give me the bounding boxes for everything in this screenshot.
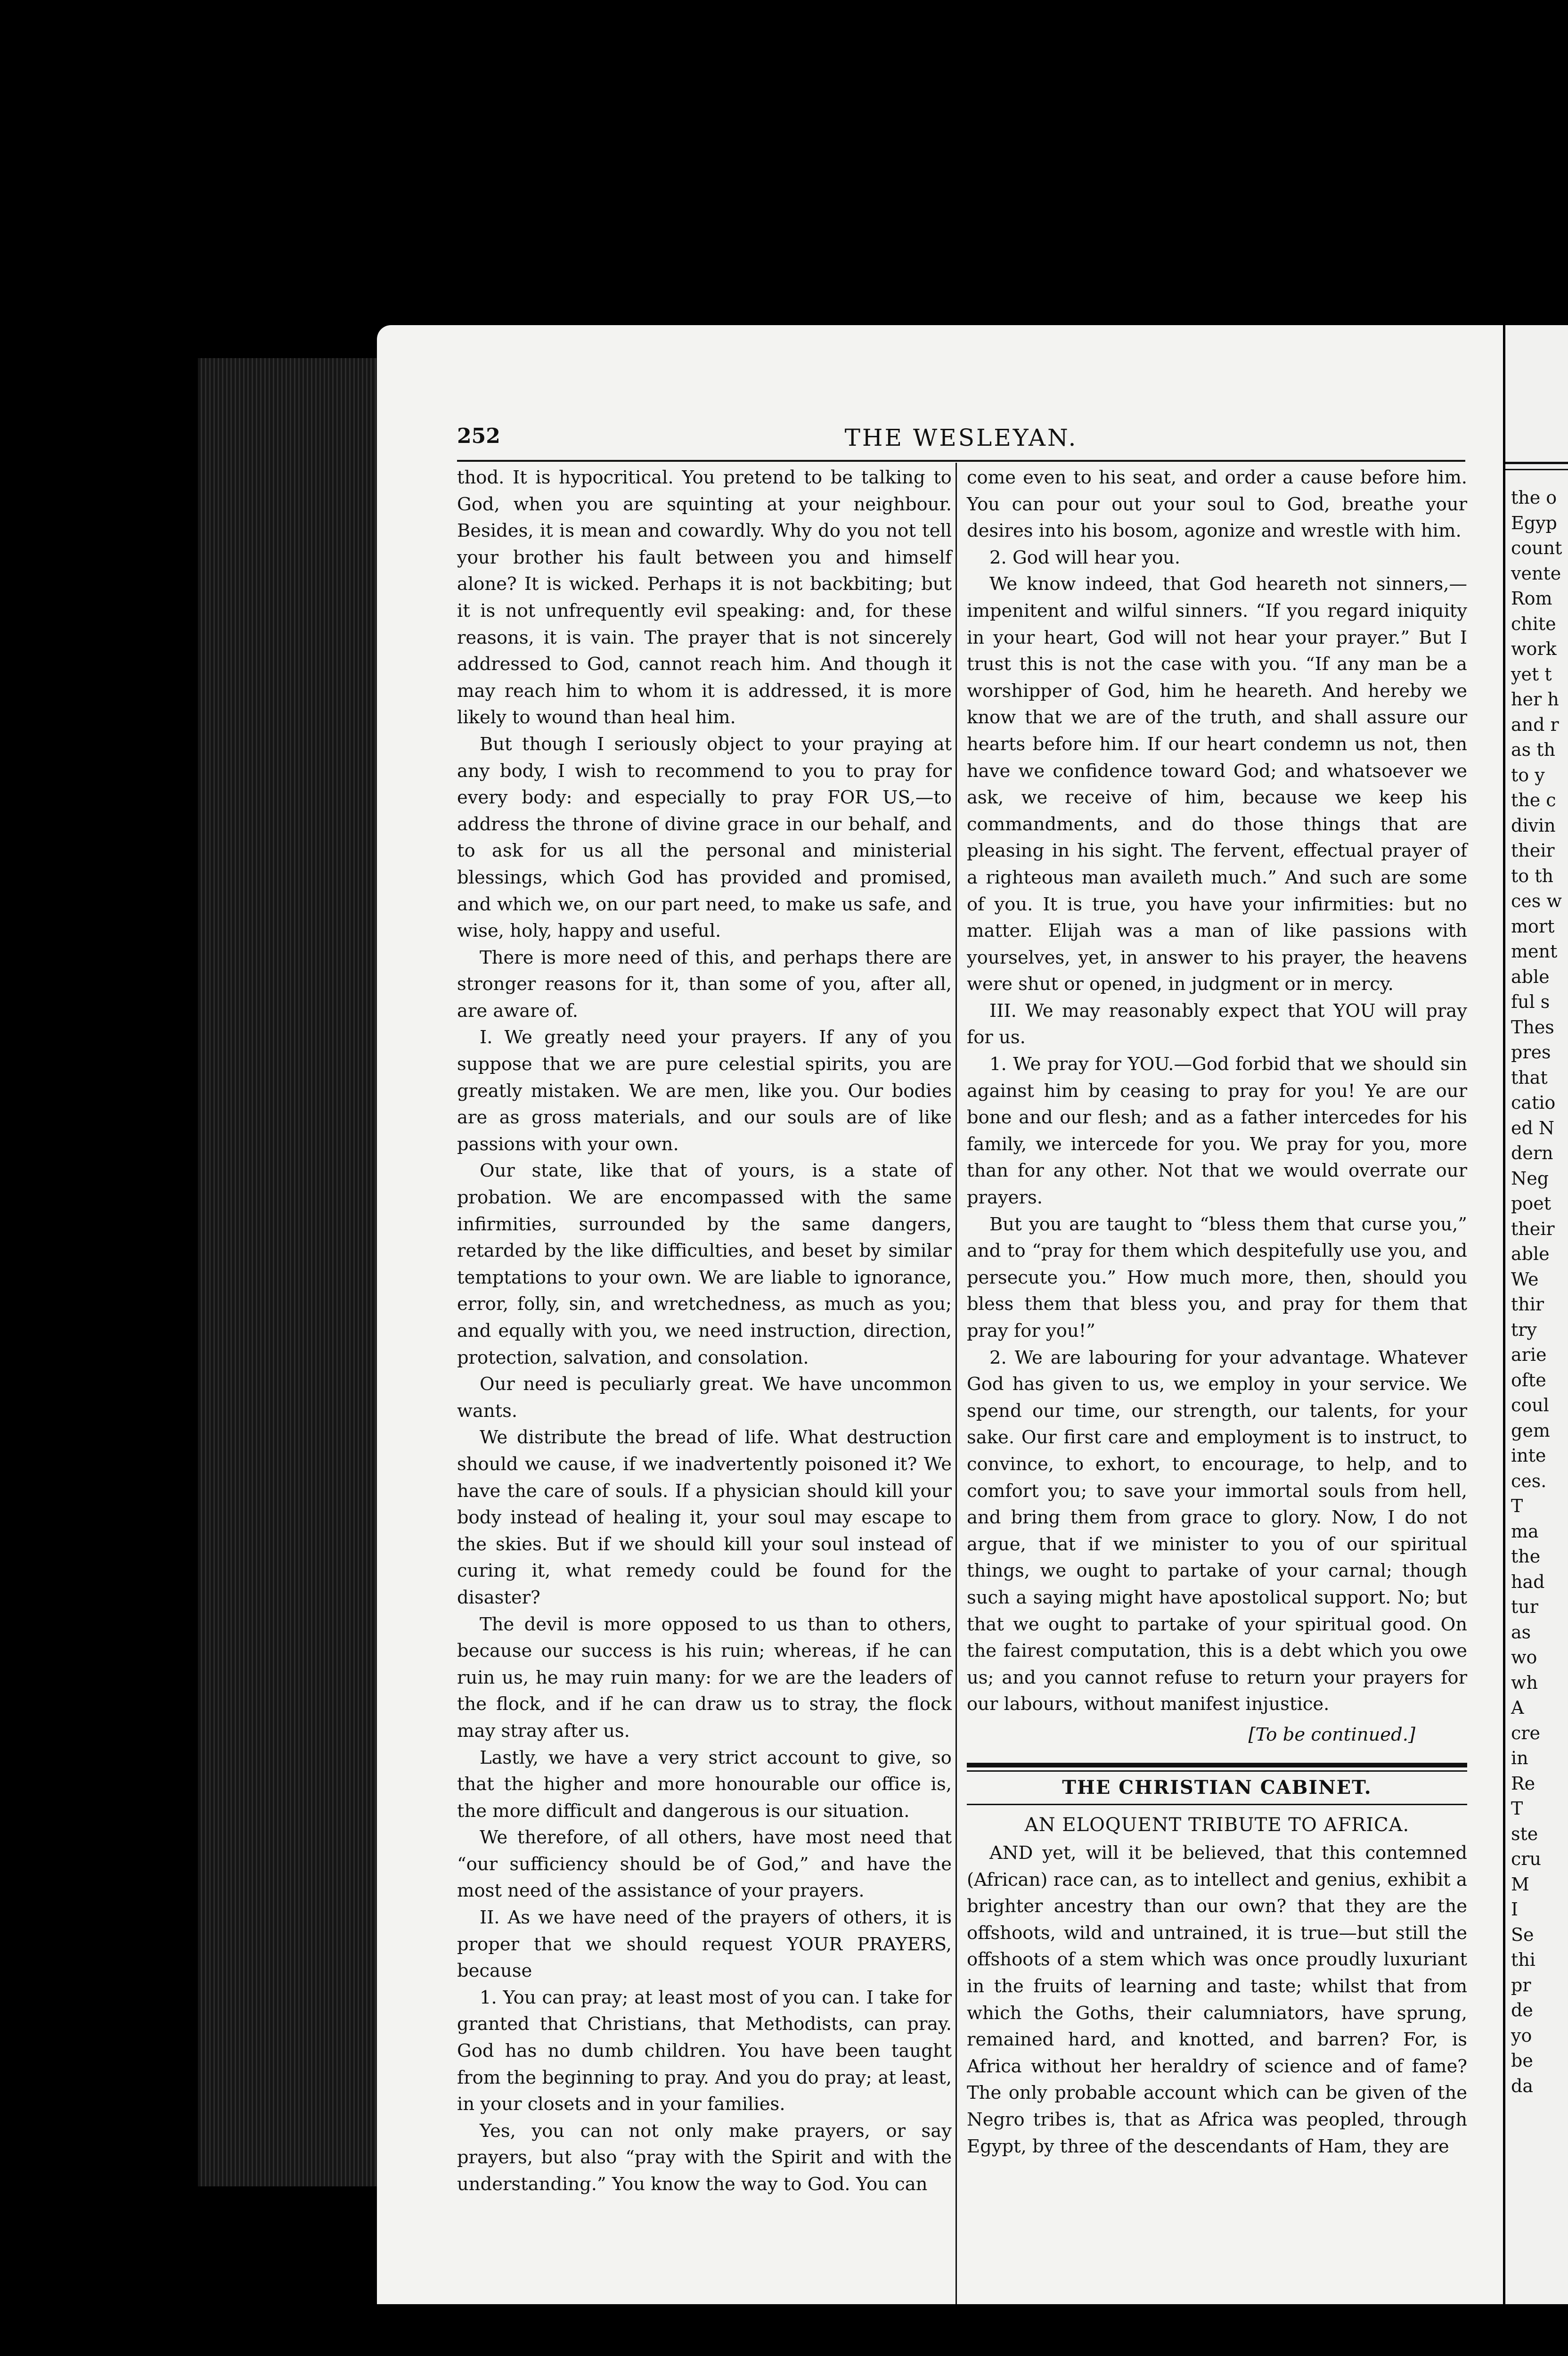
adjacent-page-fragment: thi	[1511, 1949, 1535, 1970]
adjacent-page-fragment: and r	[1511, 714, 1559, 735]
adjacent-page-fragment: M	[1511, 1873, 1529, 1895]
adjacent-page-fragment: ste	[1511, 1823, 1538, 1844]
adjacent-page-fragment: their	[1511, 840, 1555, 861]
adjacent-page-fragment: arie	[1511, 1344, 1547, 1365]
adjacent-page-fragment: had	[1511, 1571, 1545, 1592]
paragraph: II. As we have need of the prayers of others, it is proper that we should request YOUR PRAYERS, because	[457, 1907, 952, 1982]
adjacent-page-fragment: tur	[1511, 1596, 1538, 1617]
adjacent-page-fragment: Re	[1511, 1773, 1535, 1794]
adjacent-page-fragment: da	[1511, 2075, 1533, 2096]
paragraph: 1. You can pray; at least most of you can. I take for granted that Christians, that Methodists, can pray. God has no dumb children. You have been taught from the beginning to pray. And you do pray; at least, in your closets and in your families.	[457, 1987, 952, 2115]
left-column	[457, 465, 952, 2198]
adjacent-page-fragment: wh	[1511, 1672, 1538, 1693]
adjacent-page-fragment: gem	[1511, 1420, 1550, 1441]
adjacent-page-fragment: pr	[1511, 1974, 1531, 1996]
paragraph: But you are taught to “bless them that curse you,” and to “pray for them which despitefully use you, and persecute you.” How much more, then, should you bless them that bless you, and pray for them that pray for you!”	[967, 1213, 1467, 1342]
adjacent-page-fragment: T	[1511, 1798, 1523, 1819]
adjacent-page-fragment: cru	[1511, 1849, 1541, 1869]
adjacent-page-fragment: chite	[1511, 613, 1556, 634]
paragraph: Our need is peculiarly great. We have uncommon wants.	[457, 1374, 952, 1422]
section-title: THE CHRISTIAN CABINET.	[1062, 1776, 1372, 1799]
adjacent-page-fragment: cre	[1511, 1722, 1540, 1743]
adjacent-page-fragment: thir	[1511, 1294, 1544, 1315]
adjacent-page-fragment: Egyp	[1511, 512, 1557, 533]
adjacent-page-fragment: inte	[1511, 1445, 1546, 1466]
adjacent-page-fragment: ful s	[1511, 991, 1550, 1012]
adjacent-page-fragment: to th	[1511, 865, 1553, 886]
paragraph: We distribute the bread of life. What destruction should we cause, if we inadvertently poisoned it? We have the care of souls. If a physician should kill your body instead of healing it, your soul may escape to the skies. But if we should kill your soul instead of curing it, what remedy could be found for the disaster?	[457, 1427, 952, 1608]
adjacent-page-fragment: ment	[1511, 941, 1558, 962]
paragraph: 2. We are labouring for your advantage. Whatever God has given to us, we employ in your service. We spend our time, our strength, our talents, for your sake. Our first care and employment is to instruct, to convince, to exhort, to encourage, to help, and to comfort you; to save your immortal souls from hell, and bring them from grace to glory. Now, I do not argue, that if we minister to you of our spiritual things, we ought to partake of your carnal; though such a saying might have apostolical support. No; but that we ought to partake of your spiritual good. On the fairest computation, this is a debt which you owe us; and you cannot refuse to return your prayers for our labours, without manifest injustice.	[967, 1347, 1467, 1715]
adjacent-page-fragment: dern	[1511, 1143, 1553, 1163]
adjacent-page-fragment: ces w	[1511, 891, 1562, 911]
adjacent-page-fragment: ofte	[1511, 1369, 1546, 1391]
adjacent-page-fragment: her h	[1511, 689, 1559, 710]
book-page	[377, 325, 1503, 2304]
adjacent-page-fragment: de	[1511, 2000, 1533, 2021]
adjacent-page-fragment: ces.	[1511, 1470, 1547, 1491]
adjacent-page-fragment: ed N	[1511, 1117, 1555, 1138]
adjacent-page-fragment: the o	[1511, 487, 1557, 508]
paragraph: Yes, you can not only make prayers, or say prayers, but also “pray with the Spirit and with the understanding.” You know the way to God. You can	[457, 2120, 952, 2195]
article-title: AN ELOQUENT TRIBUTE TO AFRICA.	[1024, 1814, 1410, 1836]
paragraph: Our state, like that of yours, is a state of probation. We are encompassed with the same infirmities, surrounded by the same dangers, retarded by the like difficulties, and beset by similar temptations to your own. We are liable to ignorance, error, folly, sin, and wretchedness, as much as you; and equally with you, we need instruction, direction, protection, salvation, and consolation.	[457, 1160, 952, 1368]
adjacent-page-fragment: that	[1511, 1067, 1548, 1088]
paragraph: 2. God will hear you.	[989, 547, 1181, 568]
paragraph: The devil is more opposed to us than to others, because our success is his ruin; whereas, if he can ruin us, he may ruin many: for we are the leaders of the flock, and if he can draw us to stray, the flock may stray after us.	[457, 1613, 952, 1742]
adjacent-page-fragment: We	[1511, 1268, 1539, 1290]
book-page-edges	[198, 358, 377, 2186]
adjacent-page-fragment: count	[1511, 538, 1562, 558]
adjacent-page-fragment: catio	[1511, 1092, 1556, 1113]
adjacent-page-fragment: I	[1511, 1899, 1519, 1920]
adjacent-page-fragment: the c	[1511, 790, 1556, 810]
adjacent-page-fragment: able	[1511, 1243, 1550, 1264]
paragraph: thod. It is hypocritical. You pretend to be talking to God, when you are squinting at your neighbour. Besides, it is mean and cowardly. Why do you not tell your brother his fault between you and himself alone? It is wicked. Perhaps it is not backbiting; but it is not unfrequently evil speaking: and, for these reasons, it is vain. The prayer that is not sincerely addressed to God, cannot reach him. And though it may reach him to whom it is addressed, it is more likely to wound than heal him.	[457, 467, 952, 728]
adjacent-page-fragment: mort	[1511, 916, 1555, 937]
adjacent-page-text	[1511, 485, 1568, 2099]
paragraph: 1. We pray for YOU.—God forbid that we should sin against him by ceasing to pray for you! Ye are our bone and our flesh; and as a father intercedes for his family, we intercede for you. We pray for you, more than for any other. Not that we would overrate our prayers.	[967, 1054, 1467, 1209]
paragraph: We therefore, of all others, have most need that “our sufficiency should be of God,” and have the most need of the assistance of your prayers.	[457, 1827, 952, 1902]
header-rule	[457, 460, 1465, 462]
adjacent-page-fragment: as th	[1511, 739, 1555, 760]
adjacent-page-fragment: poet	[1511, 1193, 1551, 1214]
adjacent-page-fragment: their	[1511, 1218, 1555, 1239]
adjacent-page-fragment: yo	[1511, 2025, 1532, 2046]
adjacent-page-fragment: ma	[1511, 1521, 1539, 1542]
section-rule	[967, 1763, 1467, 1767]
page-header	[457, 424, 1465, 457]
adjacent-page-fragment: as	[1511, 1621, 1531, 1643]
adjacent-page-fragment: T	[1511, 1496, 1523, 1516]
adjacent-page-fragment: coul	[1511, 1395, 1549, 1415]
adjacent-page	[1505, 325, 1568, 2304]
adjacent-page-fragment: pres	[1511, 1042, 1551, 1063]
continued-note: [To be continued.]	[1248, 1724, 1415, 1745]
paragraph: I. We greatly need your prayers. If any of you suppose that we are pure celestial spirits, you are greatly mistaken. We are men, like you. Our bodies are as gross materials, and our souls are of like passions with your own.	[457, 1027, 952, 1155]
adjacent-page-fragment: wo	[1511, 1647, 1537, 1668]
paragraph: come even to his seat, and order a cause before him. You can pour out your soul to God, breathe your desires into his bosom, agonize and wrestle with him.	[967, 467, 1467, 542]
paragraph: III. We may reasonably expect that YOU will pray for us.	[967, 1000, 1467, 1048]
paragraph: We know indeed, that God heareth not sinners,—impenitent and wilful sinners. “If you regard iniquity in your heart, God will not hear your prayer.” But I trust this is not the case with you. “If any man be a worshipper of God, him he heareth. And hereby we know that we are of the truth, and shall assure our hearts before him. If our heart condemn us not, then have we confidence toward God; and whatsoever we ask, we receive of him, because we keep his commandments, and do those things that are pleasing in his sight. The fervent, effectual prayer of a righteous man availeth much.” And such are some of you. It is true, you have your infirmities: but no matter. Elijah was a man of like passions with yourselves, yet, in answer to his prayer, the heavens were shut or opened, in judgment or in mercy.	[967, 573, 1467, 995]
adjacent-page-fragment: try	[1511, 1319, 1537, 1340]
adjacent-page-fragment: A	[1511, 1697, 1524, 1718]
running-title: THE WESLEYAN.	[844, 424, 1078, 451]
adjacent-page-fragment: the	[1511, 1546, 1541, 1567]
adjacent-page-fragment: Se	[1511, 1924, 1534, 1945]
adjacent-page-fragment: Neg	[1511, 1168, 1549, 1189]
adjacent-page-fragment: Rom	[1511, 588, 1552, 609]
adjacent-page-fragment: yet t	[1511, 663, 1552, 685]
adjacent-page-fragment: work	[1511, 638, 1557, 659]
adjacent-page-fragment: divin	[1511, 815, 1556, 836]
right-column	[967, 465, 1467, 2160]
page-number: 252	[457, 424, 500, 448]
column-divider	[956, 463, 957, 2304]
adjacent-page-fragment: in	[1511, 1748, 1528, 1768]
section-rule	[967, 1804, 1467, 1805]
paragraph: But though I seriously object to your praying at any body, I wish to recommend to you to pray for every body: and especially to pray FOR US,—to address the throne of divine grace in our behalf, and to ask for us all the personal and ministerial blessings, which God has provided and promised, and which we, on our part need, to make us safe, and wise, holy, happy and useful.	[457, 733, 952, 942]
adjacent-page-fragment: able	[1511, 966, 1550, 987]
adjacent-page-fragment: vente	[1511, 563, 1561, 584]
paragraph: There is more need of this, and perhaps there are stronger reasons for it, than some of you, after all, are aware of.	[457, 947, 952, 1022]
adjacent-page-fragment: Thes	[1511, 1016, 1554, 1038]
paragraph: AND yet, will it be believed, that this contemned (African) race can, as to intellect and genius, exhibit a brighter ancestry than our own? that they are the offshoots, wild and untrained, it is true—but still the offshoots of a stem which was once proudly luxuriant in the fruits of learning and taste; whilst that from which the Goths, their calumniators, have sprung, remained hard, and knotted, and barren? For, is Africa without her heraldry of science and of fame? The only probable account which can be given of the Negro tribes is, that as Africa was peopled, through Egypt, by three of the descendants of Ham, they are	[967, 1842, 1467, 2157]
adjacent-page-rule	[1505, 462, 1568, 470]
adjacent-page-fragment: be	[1511, 2050, 1533, 2071]
paragraph: Lastly, we have a very strict account to give, so that the higher and more honourable our office is, the more difficult and dangerous is our situation.	[457, 1747, 952, 1822]
adjacent-page-fragment: to y	[1511, 764, 1545, 785]
